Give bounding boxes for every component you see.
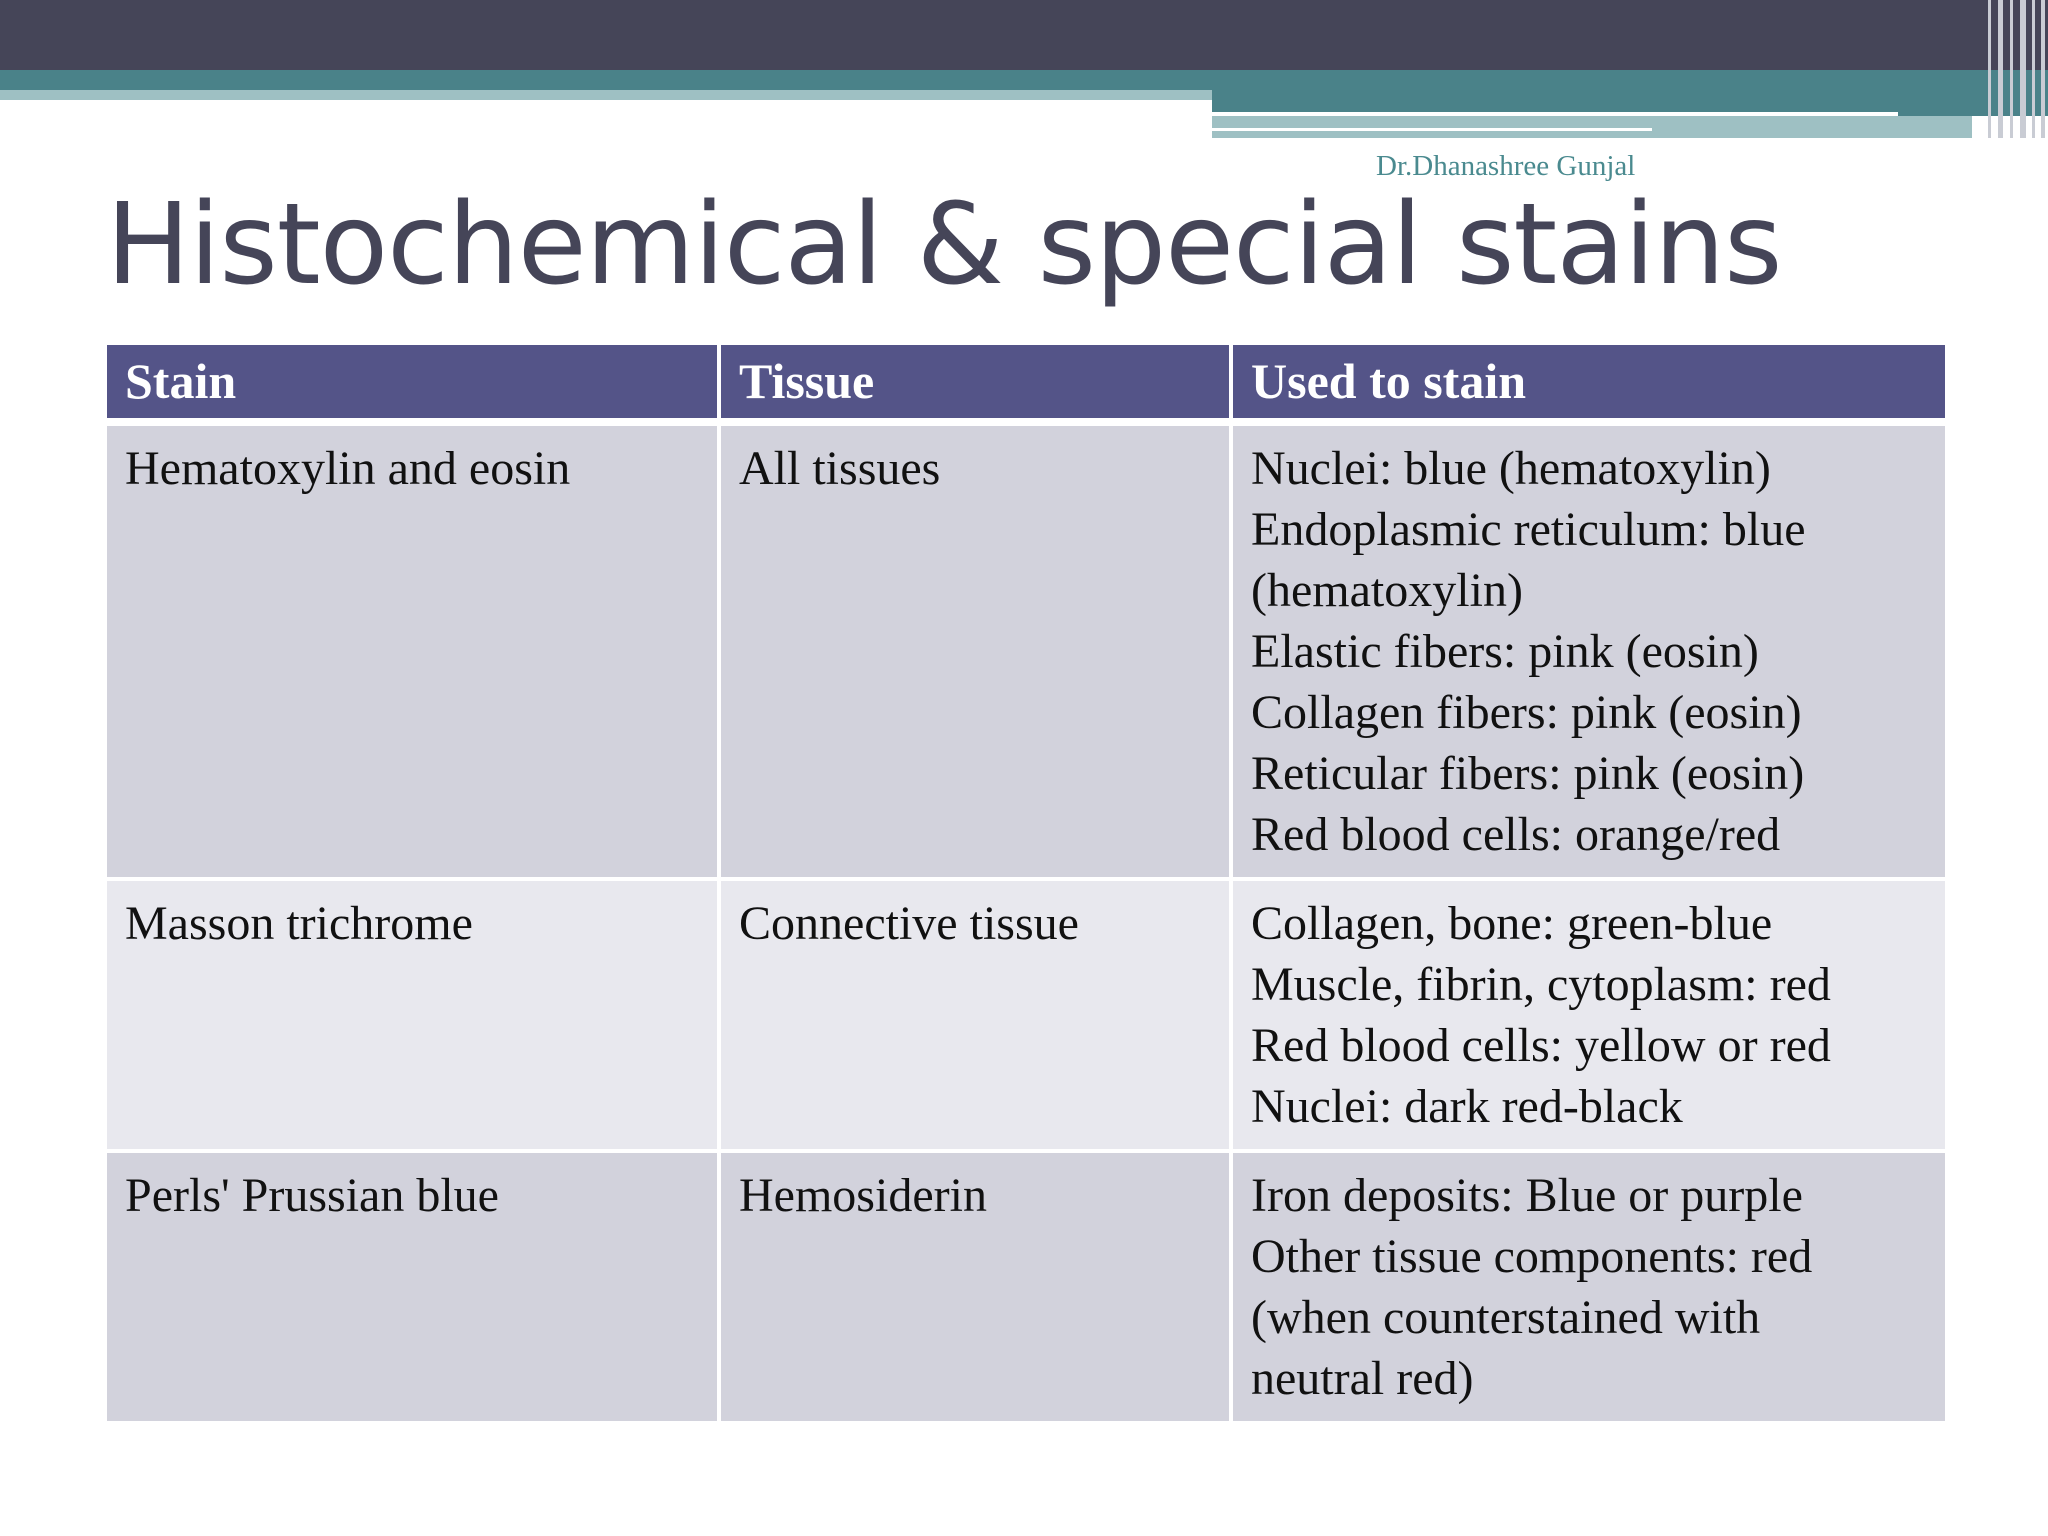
cell-tissue: All tissues [719, 422, 1231, 879]
author-name: Dr.Dhanashree Gunjal [1376, 150, 1636, 182]
stain-result-line: (when counterstained with [1251, 1291, 1761, 1344]
corner-stripes [1984, 0, 2048, 138]
stain-result-line: Iron deposits: Blue or purple [1251, 1169, 1803, 1222]
table-row [105, 1151, 1947, 1423]
top-band-dark [0, 0, 2048, 70]
cell-stain: Perls' Prussian blue [105, 1151, 719, 1423]
stain-result-line: Muscle, fibrin, cytoplasm: red [1251, 958, 1831, 1011]
stain-result-line: Red blood cells: yellow or red [1251, 1019, 1831, 1072]
slide-title: Histochemical & special stains [106, 180, 1782, 310]
stain-result-line: Reticular fibers: pink (eosin) [1251, 747, 1805, 800]
cell-tissue: Connective tissue [719, 879, 1231, 1151]
table-row [105, 422, 1947, 879]
stain-result-line: Collagen, bone: green-blue [1251, 897, 1773, 950]
table-header-row [105, 343, 1947, 422]
cell-used-to-stain [1231, 422, 1947, 879]
stain-result-line: Nuclei: dark red-black [1251, 1080, 1683, 1133]
stain-result-line: Collagen fibers: pink (eosin) [1251, 686, 1802, 739]
top-band-white-line [1212, 112, 1898, 116]
cell-stain: Hematoxylin and eosin [105, 422, 719, 879]
cell-used-to-stain [1231, 879, 1947, 1151]
top-band-light-right [1212, 116, 1972, 138]
top-band-light-left [0, 90, 1212, 100]
header-stain: Stain [105, 343, 719, 422]
header-tissue: Tissue [719, 343, 1231, 422]
stain-result-line: Other tissue components: red [1251, 1230, 1813, 1283]
stain-result-line: Endoplasmic reticulum: blue [1251, 503, 1806, 556]
header-used-to-stain: Used to stain [1231, 343, 1947, 422]
stain-result-line: neutral red) [1251, 1352, 1474, 1405]
table-row [105, 879, 1947, 1151]
stain-result-line: Nuclei: blue (hematoxylin) [1251, 442, 1771, 495]
stains-table [103, 341, 1949, 1425]
cell-tissue: Hemosiderin [719, 1151, 1231, 1423]
stain-result-line: (hematoxylin) [1251, 564, 1523, 617]
cell-stain: Masson trichrome [105, 879, 719, 1151]
top-band-white-line-2 [1212, 128, 1652, 131]
cell-used-to-stain [1231, 1151, 1947, 1423]
top-band-teal [0, 70, 2048, 90]
stain-result-line: Elastic fibers: pink (eosin) [1251, 625, 1759, 678]
stain-result-line: Red blood cells: orange/red [1251, 808, 1781, 861]
